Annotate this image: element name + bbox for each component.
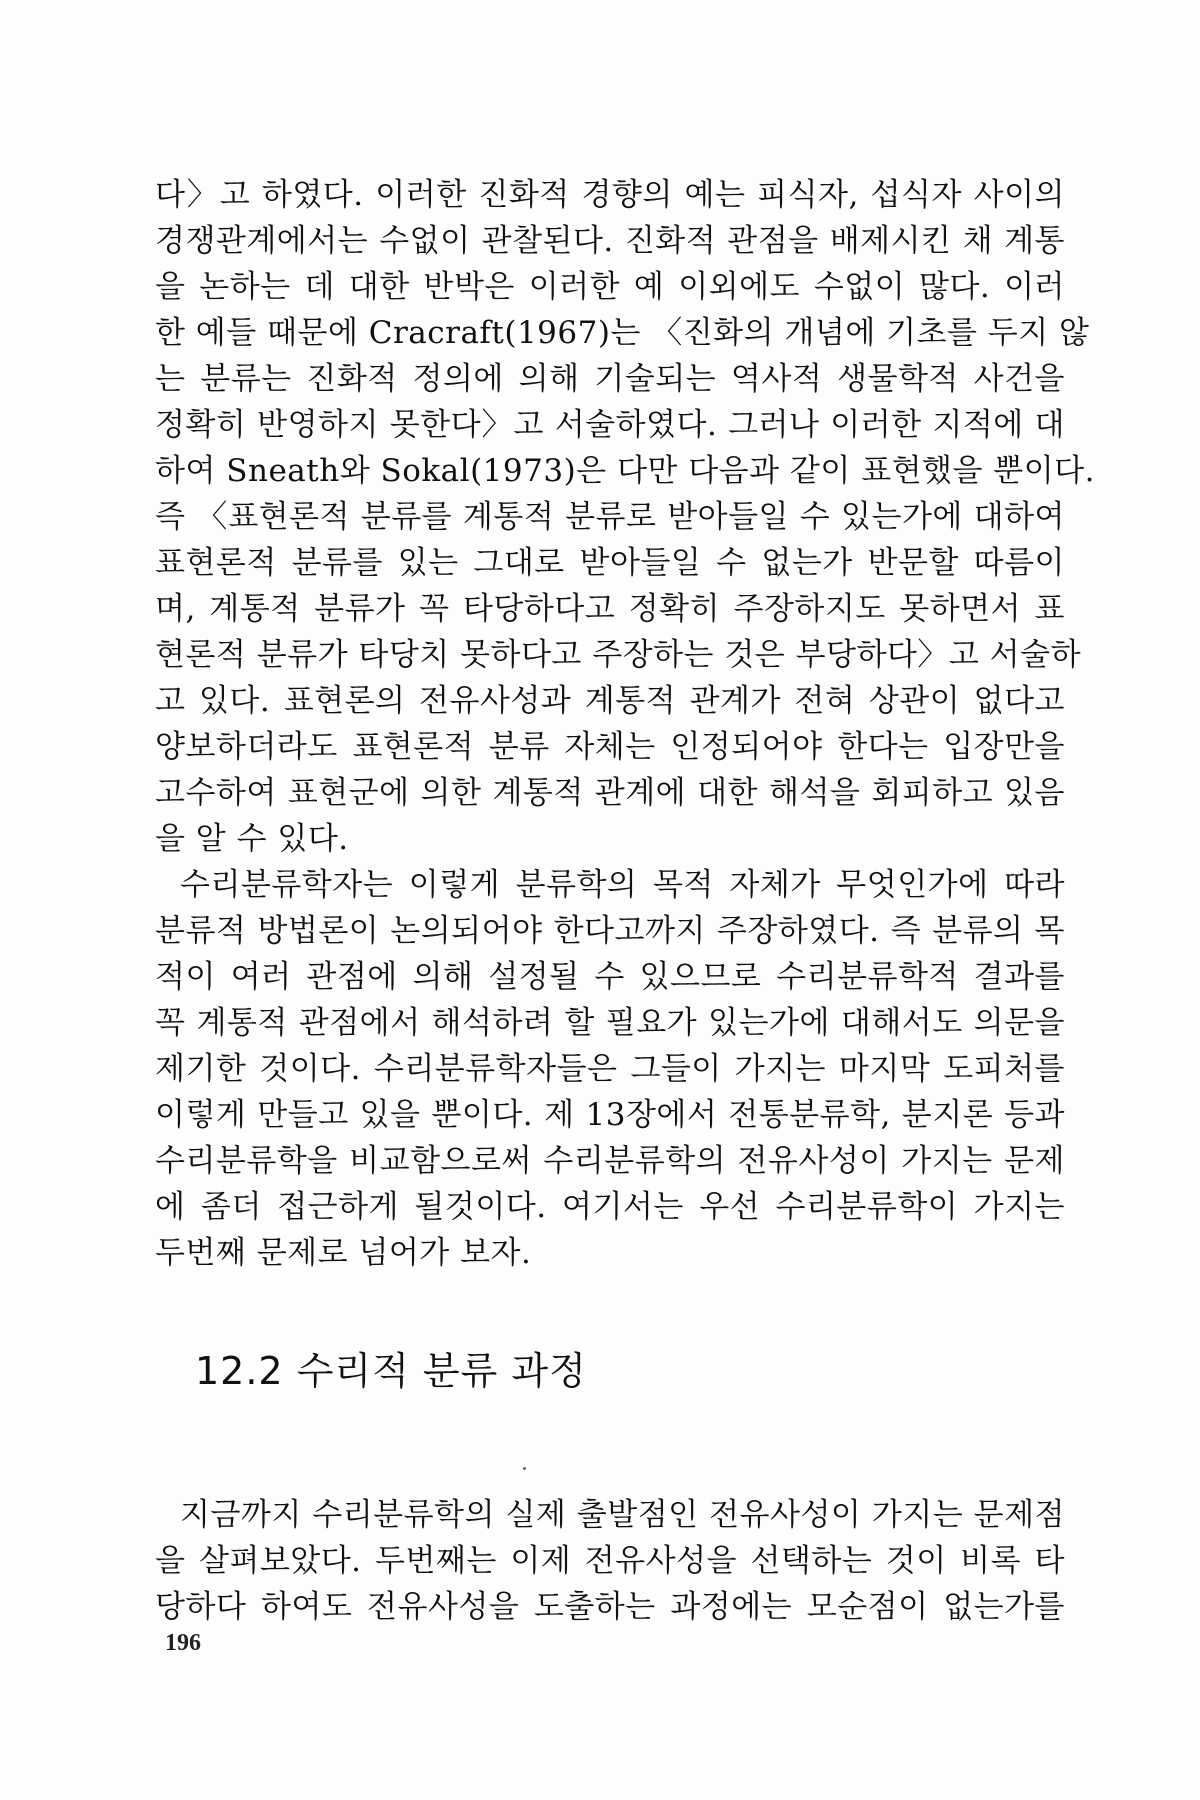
text-line: 고 있다. 표현론의 전유사성과 계통적 관계가 전혀 상관이 없다고	[155, 683, 1065, 719]
text-line: 을 논하는 데 대한 반박은 이러한 예 이외에도 수없이 많다. 이러	[155, 269, 1065, 305]
text-line: 두번째 문제로 넘어가 보자.	[155, 1235, 532, 1271]
text-line: 을 살펴보았다. 두번째는 이제 전유사성을 선택하는 것이 비록 타	[155, 1543, 1065, 1579]
section-heading: 12.2 수리적 분류 과정	[195, 1349, 587, 1393]
text-line: 적이 여러 관점에 의해 설정될 수 있으므로 수리분류학적 결과를	[155, 959, 1065, 995]
text-line: 정확히 반영하지 못한다〉고 서술하였다. 그러나 이러한 지적에 대	[155, 407, 1065, 443]
text-line: 표현론적 분류를 있는 그대로 받아들일 수 없는가 반문할 따름이	[155, 545, 1065, 581]
text-line: 수리분류학자는 이렇게 분류학의 목적 자체가 무엇인가에 따라	[180, 867, 1065, 903]
text-line: 는 분류는 진화적 정의에 의해 기술되는 역사적 생물학적 사건을	[155, 361, 1065, 397]
text-line: 에 좀더 접근하게 될것이다. 여기서는 우선 수리분류학이 가지는	[155, 1189, 1065, 1225]
text-line: 양보하더라도 표현론적 분류 자체는 인정되어야 한다는 입장만을	[155, 729, 1065, 765]
text-line: 하여 Sneath와 Sokal(1973)은 다만 다음과 같이 표현했을 뿐이다.	[155, 453, 1095, 489]
text-line: 당하다 하여도 전유사성을 도출하는 과정에는 모순점이 없는가를	[155, 1589, 1065, 1625]
page-number: 196	[165, 1630, 201, 1656]
text-line: 을 알 수 있다.	[155, 821, 349, 857]
text-line: 다〉고 하였다. 이러한 진화적 경향의 예는 피식자, 섭식자 사이의	[155, 177, 1065, 213]
text-line: 현론적 분류가 타당치 못하다고 주장하는 것은 부당하다〉고 서술하	[155, 637, 1082, 673]
text-line: 고수하여 표현군에 의한 계통적 관계에 대한 해석을 회피하고 있음	[155, 775, 1065, 811]
text-line: 즉 〈표현론적 분류를 계통적 분류로 받아들일 수 있는가에 대하여	[155, 499, 1065, 535]
text-line: 꼭 계통적 관점에서 해석하려 할 필요가 있는가에 대해서도 의문을	[155, 1005, 1065, 1041]
scan-speck	[523, 1467, 526, 1470]
text-line: 지금까지 수리분류학의 실제 출발점인 전유사성이 가지는 문제점	[180, 1497, 1065, 1533]
text-line: 제기한 것이다. 수리분류학자들은 그들이 가지는 마지막 도피처를	[155, 1051, 1065, 1087]
text-line: 한 예들 때문에 Cracraft(1967)는 〈진화의 개념에 기초를 두지 않	[155, 315, 1090, 351]
text-line: 분류적 방법론이 논의되어야 한다고까지 주장하였다. 즉 분류의 목	[155, 913, 1065, 949]
text-line: 경쟁관계에서는 수없이 관찰된다. 진화적 관점을 배제시킨 채 계통	[155, 223, 1065, 259]
text-line: 이렇게 만들고 있을 뿐이다. 제 13장에서 전통분류학, 분지론 등과	[155, 1097, 1065, 1133]
text-line: 수리분류학을 비교함으로써 수리분류학의 전유사성이 가지는 문제	[155, 1143, 1065, 1179]
text-line: 며, 계통적 분류가 꼭 타당하다고 정확히 주장하지도 못하면서 표	[155, 591, 1065, 627]
